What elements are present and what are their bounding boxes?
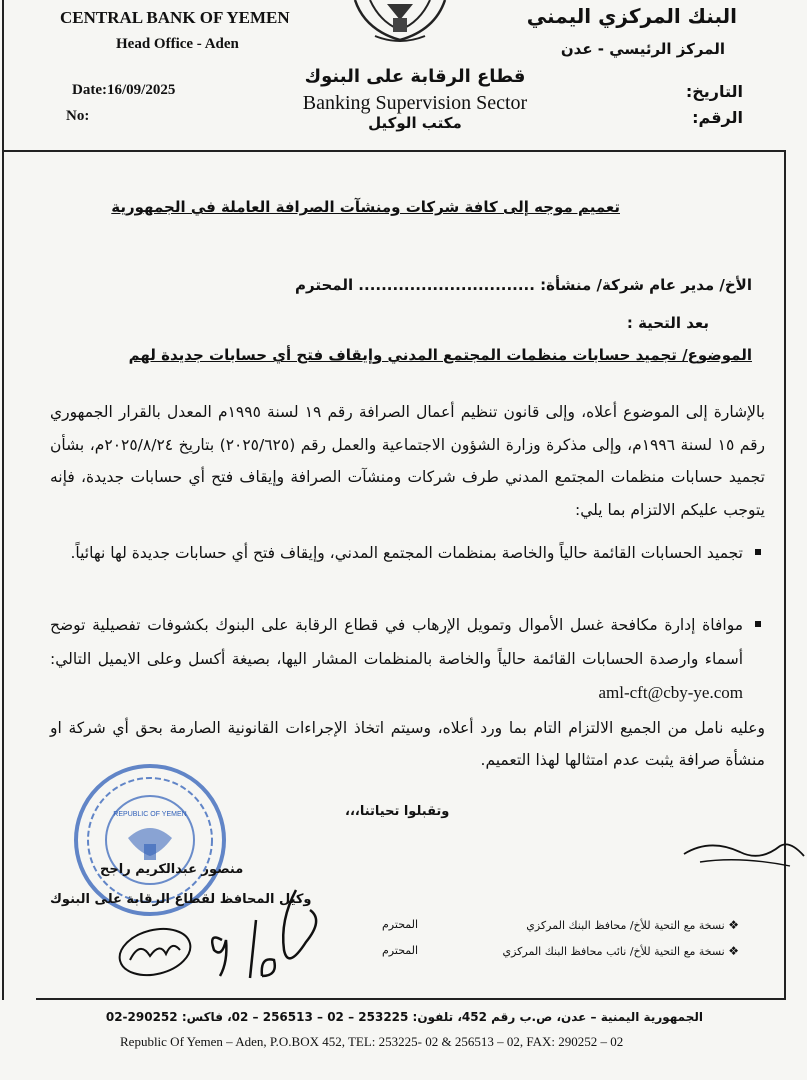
signer-title: وكيل المحافظ لقطاع الرقابة على البنوك (50, 892, 312, 907)
aml-email-link[interactable]: aml-cft@cby-ye.com (598, 683, 743, 702)
sector-name-en: Banking Supervision Sector (302, 92, 528, 114)
cc-bullet-icon: ❖ (728, 918, 739, 932)
bank-name-ar: البنك المركزي اليمني (526, 4, 737, 28)
eagle-emblem-icon (345, 0, 455, 44)
requirement-bullet-1 (50, 536, 765, 570)
greeting-line: بعد التحية : (626, 314, 709, 332)
footer-address-en: Republic Of Yemen – Aden, P.O.BOX 452, TEL: 253225- 02 & 256513 – 02, FAX: 290252 – 02 (120, 1034, 624, 1049)
cc-item-text: نسخة مع التحية للأخ/ محافظ البنك المركزي (526, 919, 725, 932)
body-paragraph-2: وعليه نامل من الجميع الالتزام التام بما ورد أعلاه، وسيتم اتخاذ الإجراءات القانونية الصارمة بحق أي شركة او منشأة صرافة يثبت عدم امتثالها لهذا التعميم. (50, 719, 765, 769)
head-office-ar: المركز الرئيسي - عدن (560, 40, 725, 58)
footer-divider (36, 998, 786, 1000)
cc-item-deputy-governor (502, 944, 739, 958)
sector-name-ar: قطاع الرقابة على البنوك (304, 66, 526, 87)
requirement-bullet-2-text: موافاة إدارة مكافحة غسل الأموال وتمويل الإرهاب في قطاع الرقابة على البنوك بكشوفات تفصيلية توضح أسماء وارصدة الحسابات القائمة حالياً والخاصة بالمنظمات المشار اليها، بصيغة أكسل وعلى الايميل التالي: (50, 616, 743, 668)
cc-bullet-icon: ❖ (728, 944, 739, 958)
signer-name: منصور عبدالكريم راجح (100, 862, 244, 877)
cc-respect-1: المحترم (382, 918, 419, 931)
addressee-line: الأخ/ مدير عام شركة/ منشأة: ............................... المحترم (295, 276, 752, 294)
stamp-text: REPUBLIC OF YEMEN (113, 811, 187, 818)
requirement-bullet-2 (50, 608, 765, 710)
handwritten-signature (110, 880, 340, 990)
date-ar: التاريخ: (685, 82, 743, 101)
subject-line: الموضوع/ تجميد حسابات منظمات المجتمع المدني وإيقاف فتح أي حسابات جديدة لهم (128, 346, 752, 364)
head-office-en: Head Office - Aden (116, 36, 239, 52)
footer-address-ar: الجمهورية اليمنية – عدن، ص.ب رقم 452، تلفون: 253225 – 02 – 256513 – 02، فاكس: 290252-02 (105, 1010, 703, 1024)
right-margin-signature (680, 832, 807, 874)
bank-name-en: CENTRAL BANK OF YEMEN (60, 8, 290, 27)
cc-item-governor (526, 918, 739, 932)
number-en: No: (66, 108, 90, 124)
closing-regards: وتقبلوا تحياتنا،،، (345, 804, 450, 819)
agent-office-ar: مكتب الوكيل (368, 114, 462, 132)
cc-item-text: نسخة مع التحية للأخ/ نائب محافظ البنك المركزي (502, 945, 725, 958)
header-divider (2, 150, 786, 152)
requirement-bullet-1-text: تجميد الحسابات القائمة حالياً والخاصة بمنظمات المجتمع المدني، وإيقاف فتح أي حسابات جديدة لها نهائياً. (70, 544, 743, 562)
cc-respect-2: المحترم (382, 944, 419, 957)
body-paragraph-1: بالإشارة إلى الموضوع أعلاه، وإلى قانون تنظيم أعمال الصرافة رقم ١٩ لسنة ١٩٩٥م المعدل بالقرار الجمهوري رقم ١٥ لسنة ١٩٩٦م، وإلى مذكرة وزارة الشؤون الاجتماعية والعمل رقم (٢٠٢٥/٦٢٥) بتاريخ ٢٠٢٥/٨/٢٤م، بشأن تجميد حسابات منظمات المجتمع المدني طرف شركات ومنشآت الصرافة وإيقاف فتح أي حسابات جديدة، فإنه يتوجب عليكم الالتزام بما يلي: (50, 403, 766, 519)
date-en: Date:16/09/2025 (72, 82, 176, 98)
circular-title: تعميم موجه إلى كافة شركات ومنشآت الصرافة العاملة في الجمهورية (111, 198, 620, 216)
number-ar: الرقم: (692, 108, 743, 127)
